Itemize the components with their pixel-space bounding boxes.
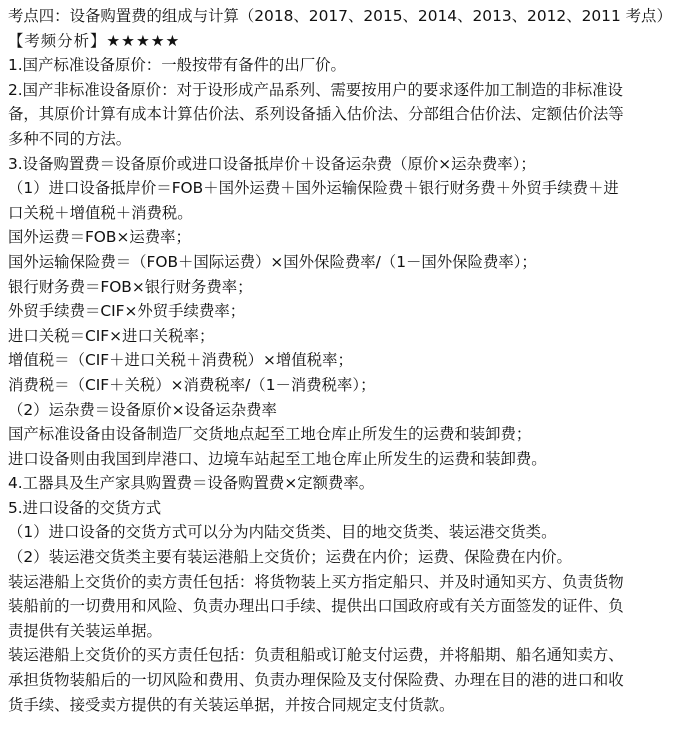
- text-line: （1）进口设备抵岸价＝FOB＋国外运费＋国外运输保险费＋银行财务费＋外贸手续费＋进: [8, 179, 619, 198]
- text-line: 口关税＋增值税＋消费税。: [8, 203, 193, 222]
- text-line: 承担货物装船后的一切风险和费用、负责办理保险及支付保险费、办理在目的港的进口和收: [8, 671, 624, 690]
- formula-line: 外贸手续费＝CIF×外贸手续费率；: [8, 302, 246, 321]
- formula-line: 进口关税＝CIF×进口关税率；: [8, 326, 215, 345]
- formula-line: 银行财务费＝FOB×银行财务费率；: [8, 277, 253, 296]
- text-line: （1）进口设备的交货方式可以分为内陆交货类、目的地交货类、装运港交货类。: [8, 523, 557, 542]
- text-line: 4.工器具及生产家具购置费＝设备购置费×定额费率。: [8, 474, 375, 493]
- text-line: （2）运杂费＝设备原价×设备运杂费率: [8, 400, 277, 419]
- section-heading: 考点四：设备购置费的组成与计算（2018、2017、2015、2014、2013、2012、2011 考点）: [8, 7, 672, 25]
- formula-line: 国外运费＝FOB×运费率；: [8, 228, 191, 247]
- formula-line: 增值税＝（CIF＋进口关税＋消费税）×增值税率；: [8, 351, 353, 370]
- text-line: 2.国产非标准设备原价：对于设形成产品系列、需要按用户的要求逐件加工制造的非标准设: [8, 80, 623, 99]
- text-line: 多种不同的方法。: [8, 129, 132, 148]
- text-line: 装运港船上交货价的卖方责任包括：将货物装上买方指定船只、并及时通知买方、负责货物: [8, 572, 624, 591]
- frequency-rating: 【考频分析】★★★★★: [8, 31, 181, 50]
- text-line: 备，其原价计算有成本计算估价法、系列设备插入估价法、分部组合估价法、定额估价法等: [8, 105, 624, 124]
- text-line: 货手续、接受卖方提供的有关装运单据，并按合同规定支付货款。: [8, 695, 455, 714]
- text-line: 1.国产标准设备原价：一般按带有备件的出厂价。: [8, 56, 346, 75]
- text-line: 国产标准设备由设备制造厂交货地点起至工地仓库止所发生的运费和装卸费；: [8, 425, 532, 444]
- text-line: 责提供有关装运单据。: [8, 621, 162, 640]
- formula-line: 消费税＝（CIF＋关税）×消费税率/（1－消费税率）；: [8, 375, 376, 394]
- formula-line: 国外运输保险费＝（FOB＋国际运费）×国外保险费率/（1－国外保险费率）；: [8, 252, 537, 271]
- text-line: 3.设备购置费＝设备原价或进口设备抵岸价＋设备运杂费（原价×运杂费率）；: [8, 154, 536, 173]
- text-line: （2）装运港交货类主要有装运港船上交货价；运费在内价；运费、保险费在内价。: [8, 548, 572, 567]
- text-line: 装船前的一切费用和风险、负责办理出口手续、提供出口国政府或有关方面签发的证件、负: [8, 597, 624, 616]
- text-line: 装运港船上交货价的买方责任包括：负责租船或订舱支付运费，并将船期、船名通知卖方、: [8, 646, 624, 665]
- text-line: 5.进口设备的交货方式: [8, 498, 162, 517]
- text-line: 进口设备则由我国到岸港口、边境车站起至工地仓库止所发生的运费和装卸费。: [8, 449, 547, 468]
